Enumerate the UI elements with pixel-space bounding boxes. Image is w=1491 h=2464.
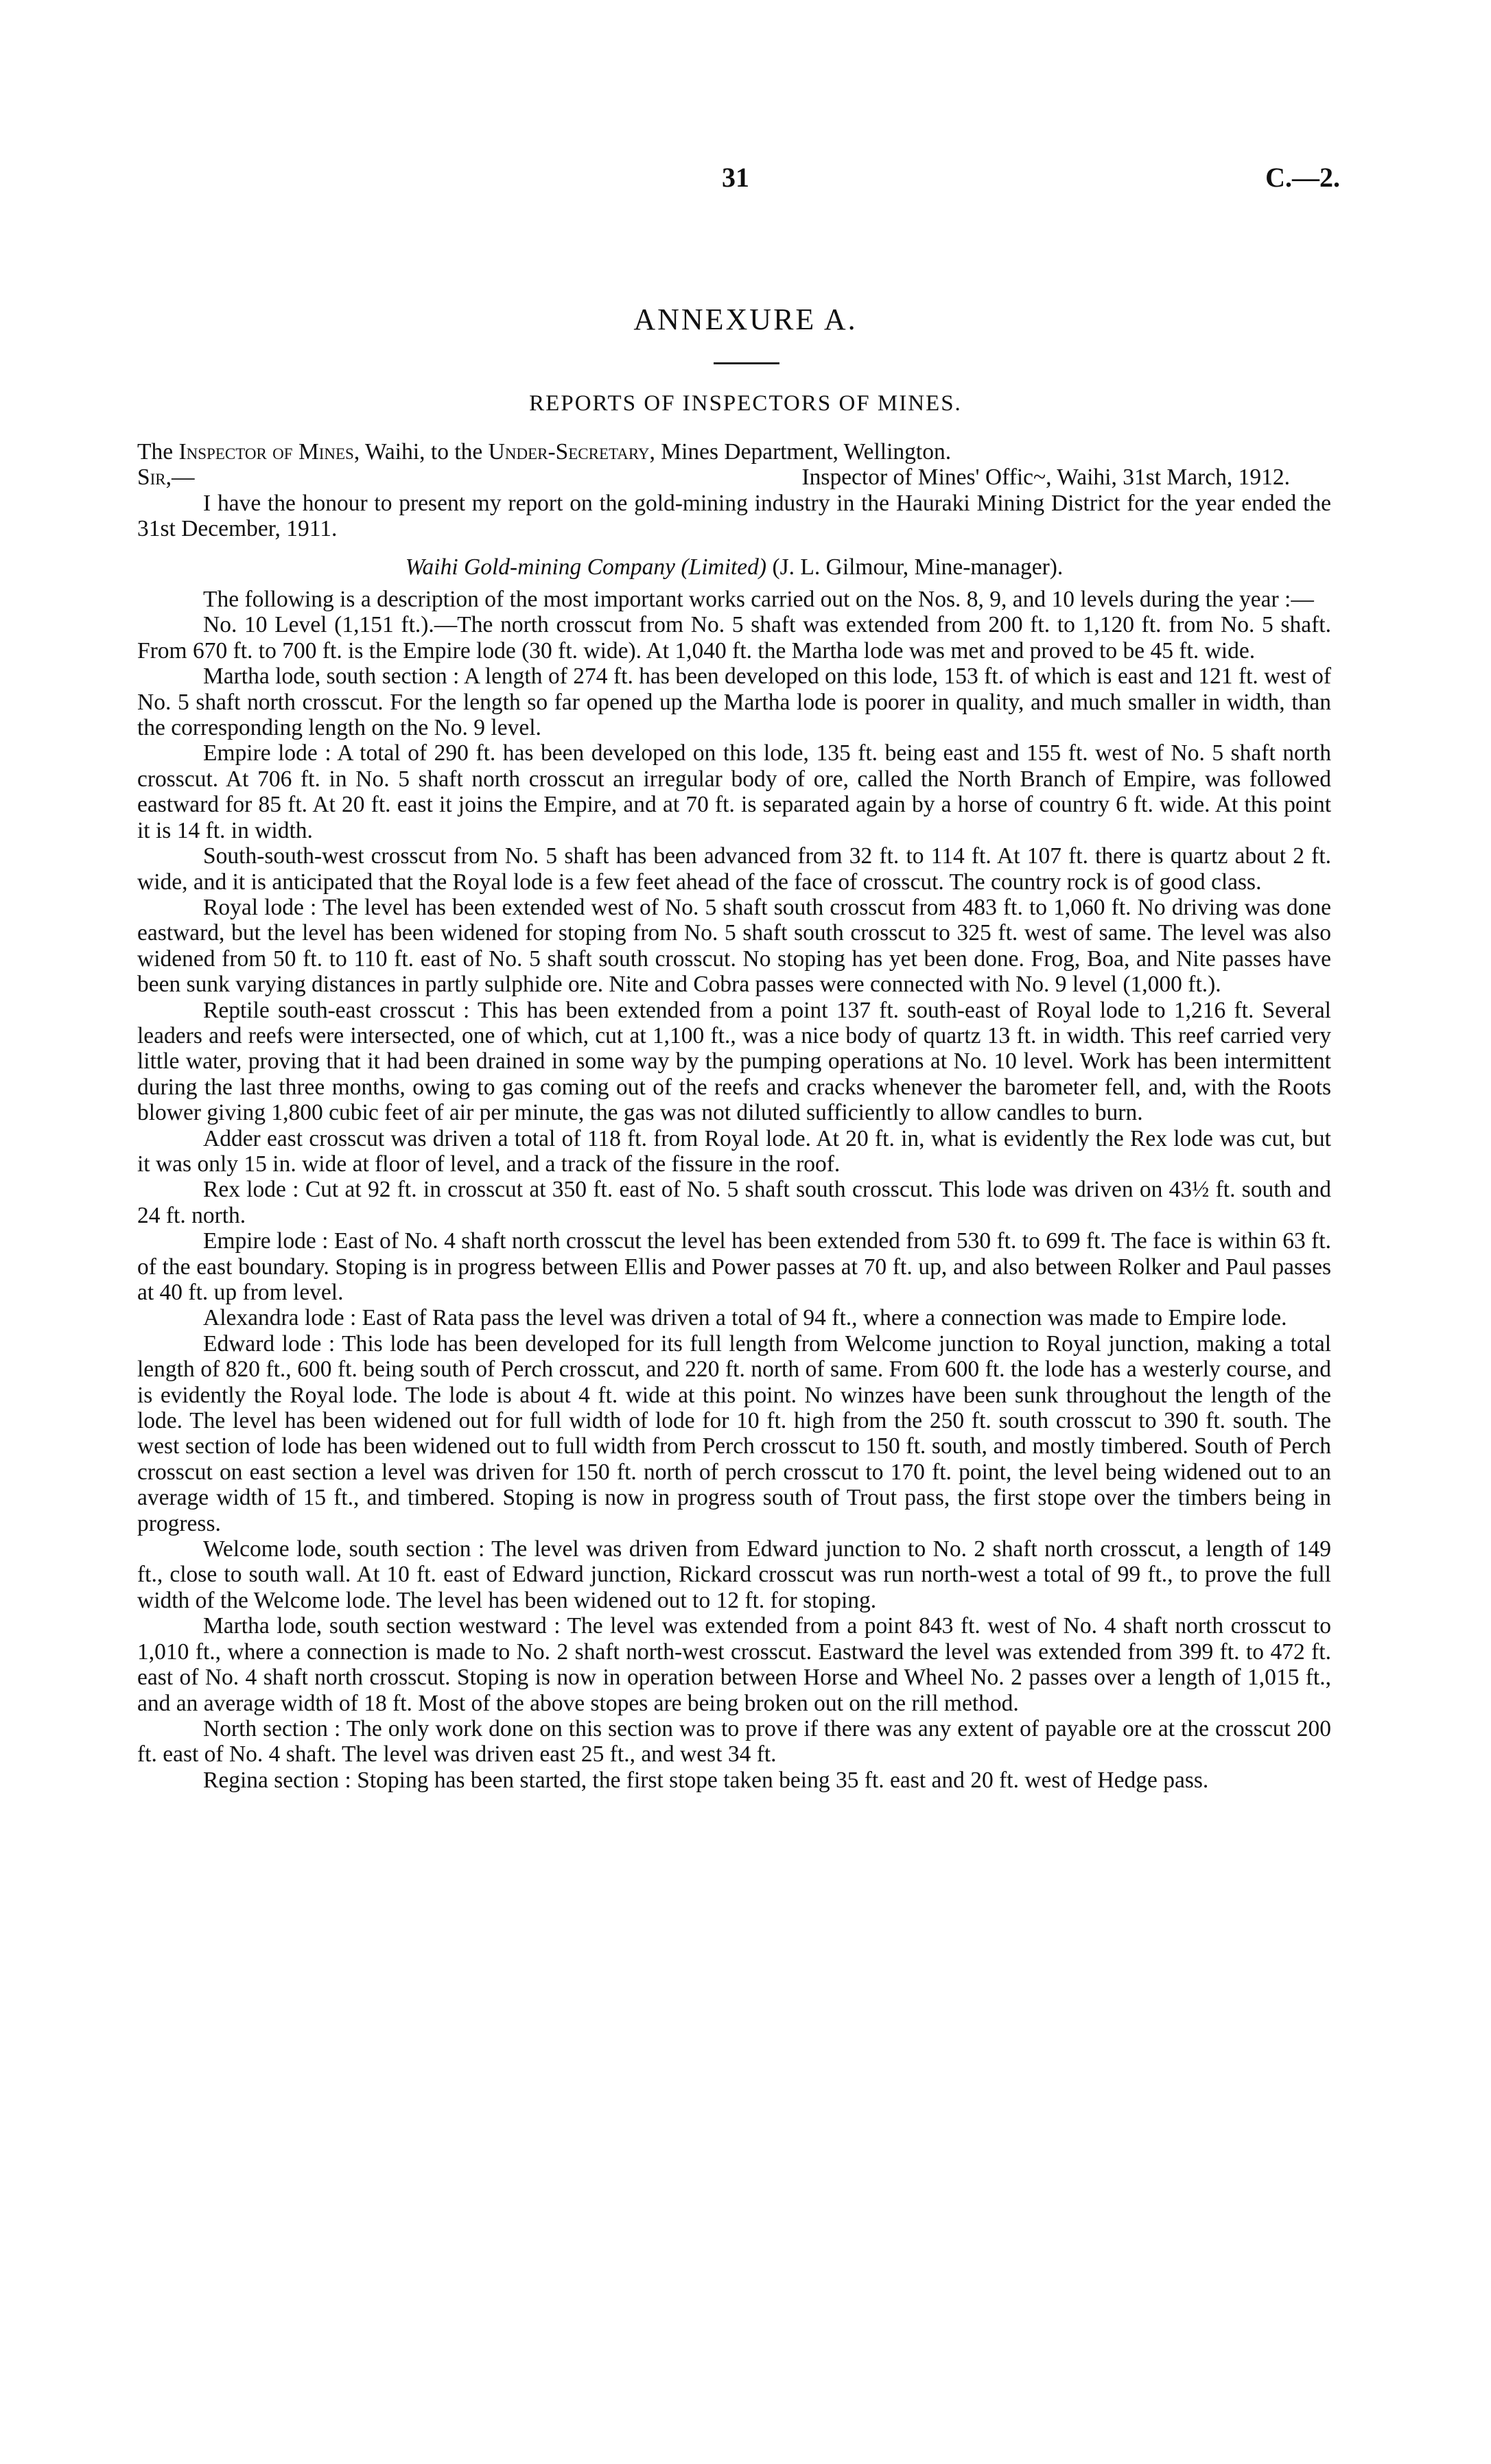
address-line: The Inspector of Mines, Waihi, to the Under-Secretary, Mines Department, Wellington.	[137, 439, 952, 465]
paragraph: The following is a description of the most important works carried out on the Nos. 8, 9, and 10 levels during the year :—	[203, 587, 1314, 613]
paragraph: South-south-west crosscut from No. 5 shaft has been advanced from 32 ft. to 114 ft. At 107 ft. there is quartz about 2 ft. wide, and it is anticipated that the Royal lode is a few feet ahead of the face of crosscut. The country rock is of good class.	[137, 843, 1331, 895]
paragraph: Royal lode : The level has been extended west of No. 5 shaft south crosscut from 483 ft. to 1,060 ft. No driving was done eastward, but the level has been widened for stoping from No. 5 shaft south crosscut to 325 ft. west of same. The level was also widened from 50 ft. to 110 ft. east of No. 5 shaft south crosscut. No stoping has yet been done. Frog, Boa, and Nite passes have been sunk varying distances in partly sulphide ore. Nite and Cobra passes were connected with No. 9 level (1,000 ft.).	[137, 894, 1331, 998]
paragraph: Martha lode, south section : A length of 274 ft. has been developed on this lode, 153 ft. of which is east and 121 ft. west of No. 5 shaft north crosscut. For the length so far opened up the Martha lode is poorer in quality, and much smaller in width, than the corresponding length on the No. 9 level.	[137, 664, 1331, 741]
address-to: Under-Secretary	[488, 439, 650, 465]
annexure-title: ANNEXURE A.	[633, 303, 858, 336]
paragraph: Rex lode : Cut at 92 ft. in crosscut at 350 ft. east of No. 5 shaft south crosscut. This lode was driven on 43½ ft. south and 24 ft. north.	[137, 1177, 1331, 1228]
report-subtitle: REPORTS OF INSPECTORS OF MINES.	[529, 391, 962, 416]
paragraph: North section : The only work done on this section was to prove if there was any extent of payable ore at the crosscut 200 ft. east of No. 4 shaft. The level was driven east 25 ft., and west 34 ft.	[137, 1715, 1331, 1768]
manager-name: (J. L. Gilmour, Mine-manager).	[766, 554, 1064, 580]
paragraph: Reptile south-east crosscut : This has been extended from a point 137 ft. south-east of Royal lode to 1,216 ft. Several leaders and reefs were intersected, one of which, cut at 1,100 ft., was a nice body of quartz 13 ft. in width. This reef carried very little water, proving that it had been drained in some way by the pumping operations at No. 10 level. Work has been intermittent during the last three months, owing to gas coming out of the reefs and cracks whenever the barometer fell, and, with the Roots blower giving 1,800 cubic feet of air per minute, the gas was not diluted sufficiently to allow candles to burn.	[137, 997, 1331, 1126]
paragraph: Empire lode : A total of 290 ft. has been developed on this lode, 135 ft. being east and 155 ft. west of No. 5 shaft north crosscut. At 706 ft. in No. 5 shaft north crosscut an irregular body of ore, called the North Branch of Empire, was followed eastward for 85 ft. At 20 ft. east it joins the Empire, and at 70 ft. is separated again by a horse of country 6 ft. wide. At this point it is 14 ft. in width.	[137, 740, 1331, 843]
title-divider	[714, 362, 779, 364]
page-number: 31	[722, 162, 749, 193]
company-name: Waihi Gold-mining Company (Limited)	[405, 554, 767, 580]
page-reference: C.—2.	[1265, 162, 1340, 193]
paragraph: No. 10 Level (1,151 ft.).—The north crosscut from No. 5 shaft was extended from 200 ft. to 1,120 ft. from No. 5 shaft. From 670 ft. to 700 ft. is the Empire lode (30 ft. wide). At 1,040 ft. the Martha lode was met and proved to be 45 ft. wide.	[137, 612, 1331, 664]
paragraph: Alexandra lode : East of Rata pass the level was driven a total of 94 ft., where a connection was made to Empire lode.	[203, 1305, 1287, 1331]
paragraph: Martha lode, south section westward : The level was extended from a point 843 ft. west of No. 4 shaft north crosscut to 1,010 ft., where a connection is made to No. 2 shaft north-west crosscut. Eastward the level was extended from 399 ft. to 472 ft. east of No. 4 shaft north crosscut. Stoping is now in operation between Horse and Wheel No. 2 passes over a length of 1,015 ft., and an average width of 18 ft. Most of the above stopes are being broken out on the rill method.	[137, 1613, 1331, 1716]
paragraph: Welcome lode, south section : The level was driven from Edward junction to No. 2 shaft north crosscut, a length of 149 ft., close to south wall. At 10 ft. east of Edward junction, Rickard crosscut was run north-west a total of 99 ft., to prove the full width of the Welcome lode. The level has been widened out to 12 ft. for stoping.	[137, 1536, 1331, 1613]
page-header	[0, 161, 1491, 202]
address-from: Inspector of Mines	[178, 439, 354, 465]
salutation-line	[137, 465, 1331, 490]
paragraph: Empire lode : East of No. 4 shaft north crosscut the level has been extended from 530 ft. to 699 ft. The face is within 63 ft. of the east boundary. Stoping is in progress between Ellis and Power passes at 70 ft. up, and also between Rolker and Paul passes at 40 ft. up from level.	[137, 1228, 1331, 1305]
paragraph: Adder east crosscut was driven a total of 118 ft. from Royal lode. At 20 ft. in, what is evidently the Rex lode was cut, but it was only 15 in. wide at floor of level, and a track of the fissure in the roof.	[137, 1125, 1331, 1177]
paragraph: Edward lode : This lode has been developed for its full length from Welcome junction to Royal junction, making a total length of 820 ft., 600 ft. being south of Perch crosscut, and 220 ft. north of same. From 600 ft. the lode has a westerly course, and is evidently the Royal lode. The lode is about 4 ft. wide at this point. No winzes have been sunk throughout the length of the lode. The level has been widened out for full width of lode for 10 ft. high from the 250 ft. south crosscut to 390 ft. south. The west section of lode has been widened out to full width from Perch crosscut to 150 ft. south, and mostly timbered. South of Perch crosscut on east section a level was driven for 150 ft. north of perch crosscut to 170 ft. point, the level being widened out to an average width of 15 ft., and timbered. Stoping is now in progress south of Trout pass, the first stope over the timbers being in progress.	[137, 1330, 1331, 1536]
office-date: Inspector of Mines' Offic~, Waihi, 31st March, 1912.	[801, 465, 1290, 491]
intro-paragraph: I have the honour to present my report on the gold-mining industry in the Hauraki Mining District for the year ended the 31st December, 1911.	[137, 490, 1331, 542]
report-body	[137, 439, 1331, 1793]
section-heading	[137, 542, 1331, 587]
salutation: Sir,—	[137, 465, 195, 491]
paragraph: Regina section : Stoping has been started, the first stope taken being 35 ft. east and 20 ft. west of Hedge pass.	[203, 1767, 1209, 1793]
